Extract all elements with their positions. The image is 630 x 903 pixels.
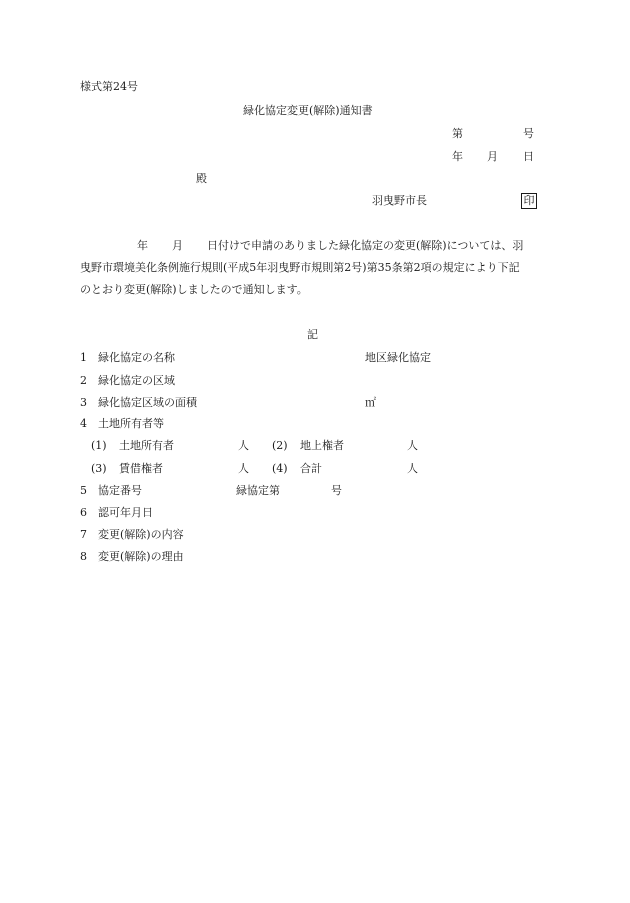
addressee-honorific: 殿 [196,172,207,185]
item-5-prefix: 緑協定第 [236,484,280,497]
subitem-3-label: 賃借権者 [119,462,163,475]
item-3-label: 緑化協定区域の面積 [98,396,197,409]
item-1-number: 1 [80,351,87,364]
item-1-suffix: 地区緑化協定 [365,351,431,364]
item-3-number: 3 [80,396,87,409]
item-5-number: 5 [80,484,87,497]
subitem-2-unit: 人 [407,439,418,452]
item-2-number: 2 [80,374,87,387]
subitem-3-number: (3) [91,462,107,475]
item-7-number: 7 [80,528,87,541]
subitem-4-unit: 人 [407,462,418,475]
item-5-suffix: 号 [331,484,342,497]
subitem-3-unit: 人 [238,462,249,475]
item-5-label: 協定番号 [98,484,142,497]
seal-mark [521,193,537,209]
date-month: 月 [487,150,498,163]
item-2-label: 緑化協定の区域 [98,374,175,387]
item-3-unit: ㎡ [365,396,376,409]
body-text-line3: のとおり変更(解除)しましたので通知します。 [80,283,308,296]
subitem-1-number: (1) [91,439,107,452]
body-text-line2: 曳野市環境美化条例施行規則(平成5年羽曳野市規則第2号)第35条第2項の規定により下記 [80,261,520,274]
item-8-label: 変更(解除)の理由 [98,550,184,563]
item-1-label: 緑化協定の名称 [98,351,175,364]
body-text-line1: 日付けで申請のありました緑化協定の変更(解除)については、羽 [207,239,524,252]
subitem-2-number: (2) [272,439,288,452]
item-4-number: 4 [80,417,87,430]
form-number: 様式第24号 [80,80,138,93]
item-6-number: 6 [80,506,87,519]
doc-number-prefix: 第 [452,127,463,140]
item-7-label: 変更(解除)の内容 [98,528,184,541]
subitem-4-number: (4) [272,462,288,475]
item-6-label: 認可年月日 [98,506,153,519]
subitem-4-label: 合計 [300,462,322,475]
subitem-1-label: 土地所有者 [119,439,174,452]
doc-number-suffix: 号 [523,127,534,140]
issuer-name: 羽曳野市長 [372,194,427,207]
subitem-2-label: 地上権者 [300,439,344,452]
body-date-year: 年 [137,239,148,252]
item-4-label: 土地所有者等 [98,417,164,430]
ki-heading: 記 [307,328,318,341]
document-title: 緑化協定変更(解除)通知書 [243,104,373,117]
date-day: 日 [523,150,534,163]
seal-label: 印 [521,193,537,209]
subitem-1-unit: 人 [238,439,249,452]
item-8-number: 8 [80,550,87,563]
date-year: 年 [452,150,463,163]
body-date-month: 月 [172,239,183,252]
